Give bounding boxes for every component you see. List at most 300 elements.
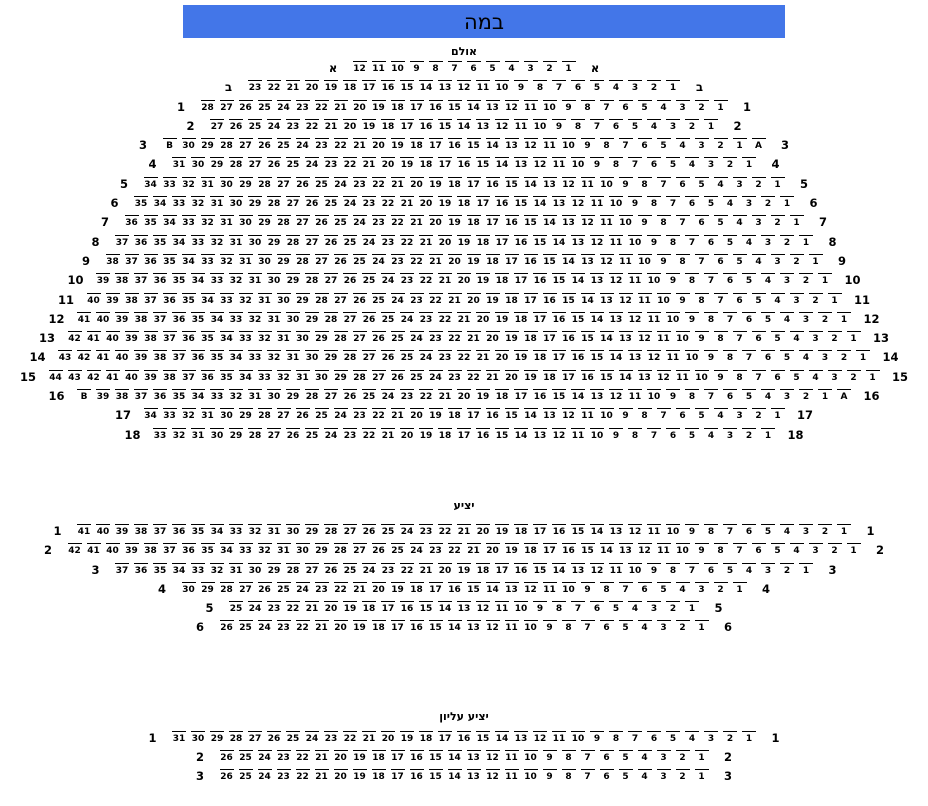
seat[interactable]: 31: [258, 293, 272, 306]
seat[interactable]: 4: [638, 750, 652, 763]
seat[interactable]: 36: [134, 563, 148, 576]
seat[interactable]: 11: [581, 177, 595, 190]
seat[interactable]: 17: [391, 620, 405, 633]
seat[interactable]: 37: [115, 563, 129, 576]
seat[interactable]: 12: [486, 750, 500, 763]
seat[interactable]: 25: [315, 408, 329, 421]
seat[interactable]: 19: [391, 138, 405, 151]
seat[interactable]: 27: [343, 524, 357, 537]
seat[interactable]: 10: [590, 428, 604, 441]
seat[interactable]: 10: [524, 750, 538, 763]
seat[interactable]: 1: [733, 138, 747, 151]
seat[interactable]: 3: [818, 350, 832, 363]
seat[interactable]: 31: [267, 312, 281, 325]
seat[interactable]: 34: [239, 370, 253, 383]
seat[interactable]: 25: [324, 196, 338, 209]
seat[interactable]: 36: [201, 370, 215, 383]
seat[interactable]: 11: [543, 138, 557, 151]
seat[interactable]: 13: [476, 119, 490, 132]
seat[interactable]: 9: [714, 370, 728, 383]
seat[interactable]: 2: [647, 80, 661, 93]
seat[interactable]: 22: [372, 408, 386, 421]
seat[interactable]: 29: [248, 196, 262, 209]
seat[interactable]: 31: [267, 524, 281, 537]
seat[interactable]: 20: [467, 293, 481, 306]
seat[interactable]: 10: [391, 61, 405, 74]
seat[interactable]: 11: [657, 543, 671, 556]
seat[interactable]: 15: [467, 138, 481, 151]
seat[interactable]: 30: [277, 293, 291, 306]
seat[interactable]: 23: [438, 350, 452, 363]
seat[interactable]: 13: [628, 350, 642, 363]
seat[interactable]: 16: [400, 601, 414, 614]
seat[interactable]: 24: [296, 582, 310, 595]
seat[interactable]: 5: [761, 312, 775, 325]
seat[interactable]: 33: [220, 293, 234, 306]
seat[interactable]: 31: [277, 543, 291, 556]
seat[interactable]: 11: [581, 408, 595, 421]
seat[interactable]: 13: [467, 620, 481, 633]
seat[interactable]: 39: [115, 312, 129, 325]
seat[interactable]: 32: [277, 370, 291, 383]
seat[interactable]: 14: [495, 731, 509, 744]
seat[interactable]: 30: [315, 370, 329, 383]
seat[interactable]: 11: [571, 428, 585, 441]
seat[interactable]: 23: [419, 524, 433, 537]
seat[interactable]: 2: [752, 177, 766, 190]
seat[interactable]: 11: [628, 273, 642, 286]
seat[interactable]: 34: [144, 408, 158, 421]
seat[interactable]: 20: [324, 601, 338, 614]
seat[interactable]: 29: [286, 273, 300, 286]
seat[interactable]: 24: [334, 408, 348, 421]
seat[interactable]: 23: [277, 750, 291, 763]
seat[interactable]: 40: [106, 331, 120, 344]
seat[interactable]: 21: [315, 750, 329, 763]
seat[interactable]: 5: [590, 80, 604, 93]
seat[interactable]: 21: [438, 389, 452, 402]
seat[interactable]: 15: [505, 177, 519, 190]
seat[interactable]: 25: [229, 601, 243, 614]
seat[interactable]: 3: [780, 389, 794, 402]
seat[interactable]: 37: [182, 370, 196, 383]
seat[interactable]: 9: [514, 80, 528, 93]
seat[interactable]: 30: [267, 273, 281, 286]
seat[interactable]: 28: [305, 389, 319, 402]
seat[interactable]: 20: [486, 331, 500, 344]
seat[interactable]: 10: [695, 370, 709, 383]
seat[interactable]: 14: [533, 196, 547, 209]
seat[interactable]: 33: [210, 273, 224, 286]
seat[interactable]: 9: [695, 331, 709, 344]
seat[interactable]: 3: [780, 273, 794, 286]
seat[interactable]: 24: [258, 769, 272, 782]
seat[interactable]: 19: [505, 331, 519, 344]
seat[interactable]: 19: [362, 119, 376, 132]
seat[interactable]: 11: [666, 350, 680, 363]
seat[interactable]: 38: [106, 254, 120, 267]
seat[interactable]: 28: [248, 428, 262, 441]
seat[interactable]: 1: [837, 312, 851, 325]
seat[interactable]: 6: [752, 331, 766, 344]
seat[interactable]: 16: [571, 350, 585, 363]
seat[interactable]: 26: [381, 350, 395, 363]
seat[interactable]: A: [837, 389, 851, 402]
seat[interactable]: B: [77, 389, 91, 402]
seat[interactable]: 32: [182, 408, 196, 421]
seat[interactable]: 23: [315, 138, 329, 151]
seat[interactable]: 9: [666, 273, 680, 286]
seat[interactable]: 20: [448, 254, 462, 267]
seat[interactable]: 17: [514, 389, 528, 402]
seat[interactable]: 44: [49, 370, 63, 383]
seat[interactable]: 13: [590, 389, 604, 402]
seat[interactable]: 37: [172, 350, 186, 363]
seat[interactable]: 2: [543, 61, 557, 74]
seat[interactable]: 7: [685, 563, 699, 576]
seat[interactable]: 1: [742, 157, 756, 170]
seat[interactable]: 6: [676, 177, 690, 190]
seat[interactable]: 26: [362, 312, 376, 325]
seat[interactable]: 2: [666, 601, 680, 614]
seat[interactable]: 15: [552, 389, 566, 402]
seat[interactable]: 36: [134, 235, 148, 248]
seat[interactable]: 18: [476, 235, 490, 248]
seat[interactable]: 30: [296, 331, 310, 344]
seat[interactable]: 24: [410, 331, 424, 344]
seat[interactable]: 6: [695, 215, 709, 228]
seat[interactable]: 30: [286, 312, 300, 325]
seat[interactable]: 3: [524, 61, 538, 74]
seat[interactable]: 42: [68, 543, 82, 556]
seat[interactable]: 18: [457, 196, 471, 209]
seat[interactable]: 22: [296, 620, 310, 633]
seat[interactable]: 5: [638, 100, 652, 113]
seat[interactable]: 15: [429, 750, 443, 763]
seat[interactable]: 19: [353, 769, 367, 782]
seat[interactable]: 26: [324, 235, 338, 248]
seat[interactable]: 18: [391, 100, 405, 113]
seat[interactable]: 31: [201, 408, 215, 421]
seat[interactable]: 18: [495, 389, 509, 402]
seat[interactable]: 17: [467, 177, 481, 190]
seat[interactable]: 1: [780, 196, 794, 209]
seat[interactable]: 5: [742, 273, 756, 286]
seat[interactable]: 17: [438, 731, 452, 744]
seat[interactable]: 4: [761, 273, 775, 286]
seat[interactable]: 4: [780, 524, 794, 537]
seat[interactable]: 10: [524, 620, 538, 633]
seat[interactable]: 22: [315, 100, 329, 113]
seat[interactable]: 20: [381, 731, 395, 744]
seat[interactable]: 26: [372, 543, 386, 556]
seat[interactable]: 43: [58, 350, 72, 363]
seat[interactable]: 32: [210, 235, 224, 248]
seat[interactable]: 21: [457, 524, 471, 537]
seat[interactable]: 30: [229, 196, 243, 209]
seat[interactable]: 24: [391, 293, 405, 306]
seat[interactable]: 28: [315, 293, 329, 306]
seat[interactable]: 3: [647, 601, 661, 614]
seat[interactable]: 15: [467, 582, 481, 595]
seat[interactable]: 40: [96, 312, 110, 325]
seat[interactable]: 22: [391, 215, 405, 228]
seat[interactable]: 9: [695, 543, 709, 556]
seat[interactable]: 13: [571, 563, 585, 576]
seat[interactable]: 17: [391, 769, 405, 782]
seat[interactable]: 15: [571, 312, 585, 325]
seat[interactable]: 14: [524, 408, 538, 421]
seat[interactable]: 15: [562, 293, 576, 306]
seat[interactable]: 11: [638, 293, 652, 306]
seat[interactable]: 11: [657, 331, 671, 344]
seat[interactable]: 10: [533, 119, 547, 132]
seat[interactable]: 24: [381, 273, 395, 286]
seat[interactable]: 35: [172, 389, 186, 402]
seat[interactable]: 8: [714, 543, 728, 556]
seat[interactable]: 6: [600, 769, 614, 782]
seat[interactable]: 20: [381, 157, 395, 170]
seat[interactable]: 27: [324, 273, 338, 286]
seat[interactable]: 38: [115, 389, 129, 402]
seat[interactable]: 10: [638, 254, 652, 267]
seat[interactable]: 12: [628, 524, 642, 537]
seat[interactable]: 8: [695, 293, 709, 306]
seat[interactable]: 2: [676, 769, 690, 782]
seat[interactable]: 34: [220, 331, 234, 344]
seat[interactable]: 9: [638, 215, 652, 228]
seat[interactable]: 11: [647, 312, 661, 325]
seat[interactable]: 14: [448, 750, 462, 763]
seat[interactable]: 4: [657, 100, 671, 113]
seat[interactable]: 5: [619, 750, 633, 763]
seat[interactable]: 30: [182, 582, 196, 595]
seat[interactable]: 11: [505, 769, 519, 782]
seat[interactable]: 20: [343, 119, 357, 132]
seat[interactable]: 8: [571, 119, 585, 132]
seat[interactable]: 16: [543, 293, 557, 306]
seat[interactable]: 25: [353, 254, 367, 267]
seat[interactable]: 21: [381, 428, 395, 441]
seat[interactable]: 13: [600, 293, 614, 306]
seat[interactable]: 16: [552, 524, 566, 537]
seat[interactable]: 17: [410, 100, 424, 113]
seat[interactable]: 31: [229, 563, 243, 576]
seat[interactable]: 12: [505, 100, 519, 113]
seat[interactable]: 1: [742, 731, 756, 744]
seat[interactable]: 2: [780, 235, 794, 248]
seat[interactable]: 18: [410, 582, 424, 595]
seat[interactable]: 12: [581, 215, 595, 228]
seat[interactable]: 28: [267, 196, 281, 209]
seat[interactable]: 39: [115, 524, 129, 537]
seat[interactable]: 27: [296, 215, 310, 228]
seat[interactable]: 10: [495, 80, 509, 93]
seat[interactable]: 24: [343, 196, 357, 209]
seat[interactable]: 7: [552, 80, 566, 93]
seat[interactable]: 41: [87, 543, 101, 556]
seat[interactable]: 11: [647, 524, 661, 537]
seat[interactable]: 17: [362, 80, 376, 93]
seat[interactable]: 9: [543, 750, 557, 763]
seat[interactable]: 26: [258, 138, 272, 151]
seat[interactable]: 19: [324, 80, 338, 93]
seat[interactable]: 12: [609, 273, 623, 286]
seat[interactable]: 9: [647, 563, 661, 576]
seat[interactable]: 7: [733, 543, 747, 556]
seat[interactable]: 24: [429, 370, 443, 383]
seat[interactable]: 18: [524, 331, 538, 344]
seat[interactable]: 23: [343, 428, 357, 441]
seat[interactable]: 25: [258, 100, 272, 113]
seat[interactable]: 7: [571, 601, 585, 614]
seat[interactable]: 19: [457, 235, 471, 248]
seat[interactable]: 6: [619, 100, 633, 113]
seat[interactable]: 2: [752, 408, 766, 421]
seat[interactable]: 13: [514, 731, 528, 744]
seat[interactable]: 9: [609, 428, 623, 441]
seat[interactable]: 15: [495, 428, 509, 441]
seat[interactable]: 18: [448, 177, 462, 190]
seat[interactable]: 5: [771, 543, 785, 556]
seat[interactable]: 20: [476, 524, 490, 537]
seat[interactable]: 8: [600, 138, 614, 151]
seat[interactable]: 10: [543, 100, 557, 113]
seat[interactable]: 1: [733, 582, 747, 595]
seat[interactable]: 21: [448, 293, 462, 306]
seat[interactable]: 15: [400, 80, 414, 93]
seat[interactable]: 31: [201, 177, 215, 190]
seat[interactable]: 2: [723, 157, 737, 170]
seat[interactable]: 11: [476, 80, 490, 93]
seat[interactable]: 26: [324, 563, 338, 576]
seat[interactable]: 23: [315, 582, 329, 595]
seat[interactable]: 36: [153, 389, 167, 402]
seat[interactable]: 41: [96, 350, 110, 363]
seat[interactable]: 16: [533, 273, 547, 286]
seat[interactable]: 31: [248, 273, 262, 286]
seat[interactable]: 26: [239, 100, 253, 113]
seat[interactable]: 9: [619, 177, 633, 190]
seat[interactable]: 34: [163, 215, 177, 228]
seat[interactable]: 2: [742, 428, 756, 441]
seat[interactable]: 20: [410, 177, 424, 190]
seat[interactable]: 15: [533, 563, 547, 576]
seat[interactable]: 10: [524, 769, 538, 782]
seat[interactable]: 21: [324, 119, 338, 132]
seat[interactable]: 12: [590, 235, 604, 248]
seat[interactable]: 3: [723, 428, 737, 441]
seat[interactable]: 1: [695, 750, 709, 763]
seat[interactable]: 18: [372, 620, 386, 633]
seat[interactable]: 2: [676, 620, 690, 633]
seat[interactable]: 35: [153, 563, 167, 576]
seat[interactable]: 17: [514, 273, 528, 286]
seat[interactable]: 25: [391, 543, 405, 556]
seat[interactable]: 19: [343, 601, 357, 614]
seat[interactable]: 3: [676, 100, 690, 113]
seat[interactable]: 23: [448, 370, 462, 383]
seat[interactable]: 9: [676, 293, 690, 306]
seat[interactable]: 4: [647, 119, 661, 132]
seat[interactable]: 7: [581, 750, 595, 763]
seat[interactable]: 33: [258, 370, 272, 383]
seat[interactable]: 24: [353, 215, 367, 228]
seat[interactable]: 32: [239, 293, 253, 306]
seat[interactable]: 1: [695, 620, 709, 633]
seat[interactable]: 21: [410, 215, 424, 228]
seat[interactable]: 10: [562, 582, 576, 595]
seat[interactable]: 11: [495, 601, 509, 614]
seat[interactable]: 3: [809, 331, 823, 344]
seat[interactable]: 17: [524, 293, 538, 306]
seat[interactable]: 32: [248, 312, 262, 325]
seat[interactable]: 25: [343, 563, 357, 576]
seat[interactable]: 2: [799, 389, 813, 402]
seat[interactable]: 41: [77, 524, 91, 537]
seat[interactable]: 37: [134, 273, 148, 286]
seat[interactable]: 5: [657, 138, 671, 151]
seat[interactable]: 34: [191, 389, 205, 402]
seat[interactable]: 20: [400, 428, 414, 441]
seat[interactable]: 21: [457, 312, 471, 325]
seat[interactable]: 14: [514, 428, 528, 441]
seat[interactable]: 6: [733, 293, 747, 306]
seat[interactable]: 38: [134, 524, 148, 537]
seat[interactable]: 8: [562, 620, 576, 633]
seat[interactable]: 7: [704, 273, 718, 286]
seat[interactable]: 9: [581, 138, 595, 151]
seat[interactable]: 18: [467, 215, 481, 228]
seat[interactable]: 1: [866, 370, 880, 383]
seat[interactable]: 33: [172, 196, 186, 209]
seat[interactable]: 6: [647, 157, 661, 170]
seat[interactable]: 6: [600, 620, 614, 633]
seat[interactable]: 3: [704, 731, 718, 744]
seat[interactable]: 7: [714, 293, 728, 306]
seat[interactable]: 6: [571, 80, 585, 93]
seat[interactable]: 5: [771, 331, 785, 344]
seat[interactable]: 15: [419, 601, 433, 614]
seat[interactable]: 10: [676, 331, 690, 344]
seat[interactable]: 29: [305, 312, 319, 325]
seat[interactable]: 2: [828, 543, 842, 556]
seat[interactable]: 26: [220, 620, 234, 633]
seat[interactable]: 1: [847, 331, 861, 344]
seat[interactable]: 18: [514, 312, 528, 325]
seat[interactable]: 24: [258, 620, 272, 633]
seat[interactable]: 18: [419, 157, 433, 170]
seat[interactable]: 25: [391, 331, 405, 344]
seat[interactable]: 10: [514, 601, 528, 614]
seat[interactable]: 12: [486, 620, 500, 633]
seat[interactable]: 25: [239, 750, 253, 763]
seat[interactable]: 15: [505, 408, 519, 421]
seat[interactable]: 30: [220, 177, 234, 190]
seat[interactable]: 12: [609, 389, 623, 402]
seat[interactable]: 25: [286, 157, 300, 170]
seat[interactable]: 25: [277, 138, 291, 151]
seat[interactable]: 8: [733, 370, 747, 383]
seat[interactable]: 27: [305, 235, 319, 248]
seat[interactable]: 9: [533, 601, 547, 614]
seat[interactable]: 29: [239, 177, 253, 190]
seat[interactable]: 19: [524, 370, 538, 383]
seat[interactable]: 32: [191, 196, 205, 209]
seat[interactable]: 15: [552, 273, 566, 286]
seat[interactable]: 12: [647, 350, 661, 363]
seat[interactable]: 4: [704, 428, 718, 441]
